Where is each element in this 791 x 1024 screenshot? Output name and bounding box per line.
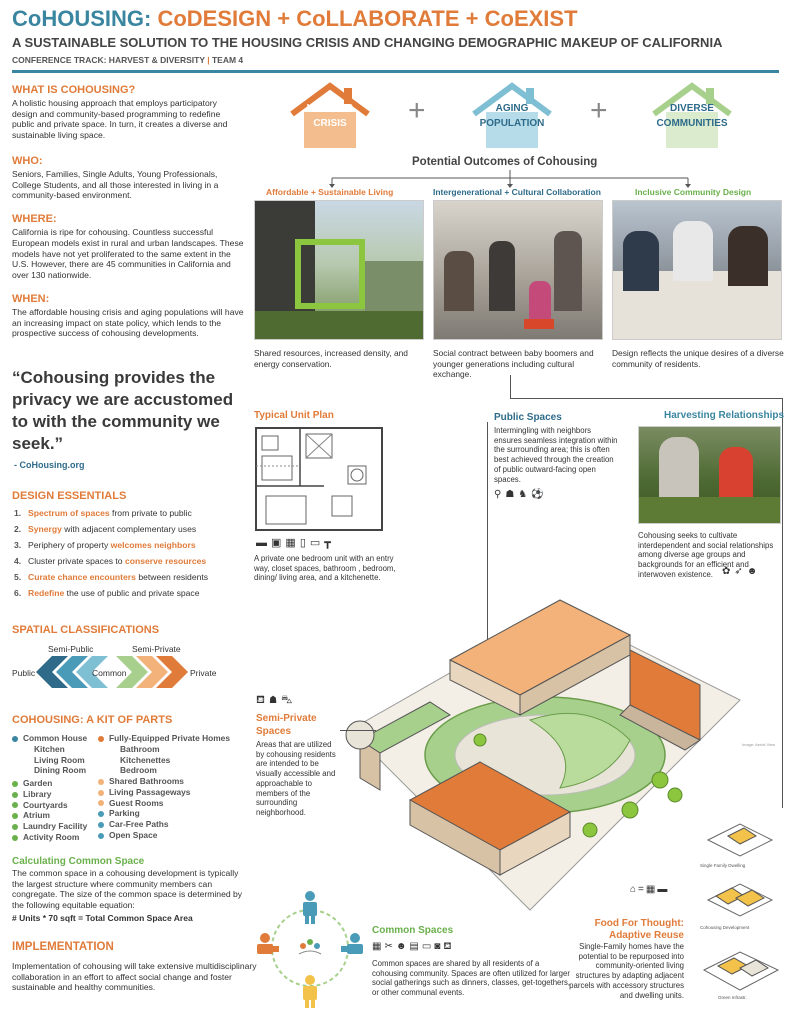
harvest-body: Cohousing seeks to cultivate interdependent and social relationships among diverse age groups and backgrounds for an efficient and interwoven existence. [638,531,774,579]
essential-item: 6. Redefine the use of public and private space [14,587,200,598]
unit-plan-icons [256,536,335,549]
common-spaces-body: Common spaces are shared by all residents of a cohousing community. Spaces are often utilized for larger social gatherings such as dinners, classes, get-togethers, or other communal events. [372,959,571,998]
kit-item: Living Passageways [98,787,248,798]
unit-plan-heading: Typical Unit Plan [254,410,334,421]
when-heading: WHEN: [12,292,50,305]
adaptive-label-3: Green Infrastr. [718,995,747,1000]
semi-private-icons [256,694,296,708]
kit-item: Shared Bathrooms [98,776,248,787]
car-icon: ⛍ [281,694,297,706]
run-icon: ♞ [518,489,532,500]
unit-plan-drawing [254,426,384,532]
bathtub-icon: ⛾ [443,941,455,952]
connector-line [782,398,783,808]
common-spaces-heading: Common Spaces [372,925,454,936]
outcomes-bracket [320,170,700,188]
tools-icon: ✂ [384,941,396,952]
bathtub-icon: ⛾ [256,694,269,706]
adaptive-body: Single-Family homes have the potential to be repurposed into community-oriented living structures by adapting adjacent parcels with accessory structures and dwelling units. [569,942,684,1000]
washer-icon: ◙ [434,941,444,952]
spatial-private: Private [190,668,217,678]
person-right-icon [341,933,363,954]
spatial-semi-private: Semi-Private [132,644,181,654]
person-bottom-icon [303,975,317,1008]
adaptive-icons [630,884,669,895]
essential-item: 1. Spectrum of spaces from private to public [14,508,192,518]
who-heading: WHO: [12,154,43,167]
kit-item: Kitchen [34,743,65,754]
quote: “Cohousing provides the privacy we are accustomed to with the community we seek.” [12,368,234,454]
implementation-heading: IMPLEMENTATION [12,941,114,953]
essential-item: 4. Cluster private spaces to conserve resources [14,555,207,566]
who-body: Seniors, Families, Single Adults, Young Professionals, College Students, and all those interested in living in a community-based environment. [12,168,219,201]
kit-item: Common House [12,733,122,744]
connector-line [510,375,511,399]
calc-heading: Calculating Common Space [12,856,145,867]
stove-icon: ▦ [285,537,300,549]
kit-item: Atrium [12,810,122,821]
page-title [12,6,578,32]
outcome-2-caption: Social contract between baby boomers and younger generations including cultural exchange. [433,348,594,379]
title-main: CoHOUSING: [12,6,158,31]
public-spaces-body: Intermingling with neighbors ensures seamless integration within the surrounding area; this is often best achieved through the creation of public outward-facing open spaces. [494,426,618,484]
adaptive-label-2: Cohousing Development [700,925,750,930]
book-icon: ▤ [409,941,422,952]
photo-intergenerational [433,200,603,340]
group-icon: ☻ [395,941,410,952]
essential-item: 3. Periphery of property welcomes neighbors [14,539,196,550]
house-icon: ⌂ [630,884,639,895]
public-spaces-icons [494,489,548,500]
adaptive-diagram [700,818,784,1014]
unit-plan-caption: A private one bedroom unit with an entry way, closet spaces, bathroom , bedroom, dining/ living area, and a kitchenette. [254,554,396,583]
kit-item: Garden [12,778,122,789]
fridge-icon: ▯ [299,537,310,549]
outcome-2-title: Intergenerational + Cultural Collaboration [433,187,601,197]
person-top-icon [303,891,317,924]
essentials-list [14,506,249,602]
essentials-heading: DESIGN ESSENTIALS [12,490,127,502]
public-spaces-heading: Public Spaces [494,412,562,423]
track-label: CONFERENCE TRACK: HARVEST & DIVERSITY [12,55,205,65]
spatial-common: Common [92,668,127,678]
stove-icon: ▦ [372,941,385,952]
where-body: California is ripe for cohousing. Countless successful European models exist in rural and urban landscapes. These models have not yet proliferated to the same extent in the U.S. However, there are 45 communities in California and over 130 nationwide. [12,227,244,281]
kit-heading: COHOUSING: A KIT OF PARTS [12,714,173,726]
outcome-1-caption: Shared resources, increased density, and energy conservation. [254,348,408,369]
house-housing-crisis-label: HOUSING CRISIS [306,103,354,129]
page-subtitle: A SUSTAINABLE SOLUTION TO THE HOUSING CRISIS AND CHANGING DEMOGRAPHIC MAKEUP OF CALIFORNIA [12,35,723,50]
photo-credit: Image: Aerial View [742,742,776,747]
spatial-public: Public [12,668,36,678]
header-divider [12,70,779,73]
flower-icon: ✿ [722,566,735,577]
site-isometric-drawing [330,590,750,920]
sofa-icon: ▭ [309,537,325,549]
adaptive-label-1: Single Family Dwelling [700,863,746,868]
kit-item: Courtyards [12,800,122,811]
calc-body: The common space in a cohousing development is typically the largest structure where community members can congregate. The size of the common space is determined by the following equitable equation: [12,868,243,911]
equals-icon: = [638,884,646,895]
kit-item: Activity Room [12,832,122,843]
carrot-icon: ➶ [734,566,747,577]
kit-item: Dining Room [34,765,87,776]
kit-item: Laundry Facility [12,821,122,832]
plus-1: + [408,94,426,127]
outcome-3-title: Inclusive Community Design [635,187,752,197]
track-line: CONFERENCE TRACK: HARVEST & DIVERSITY | TEAM 4 [12,55,244,65]
quote-source: - CoHousing.org [14,460,85,470]
kit-item: Open Space [98,830,248,841]
bath-icon: ▣ [271,537,286,549]
semi-private-body: Areas that are utilized by cohousing residents are intended to be visually accessible and approachable to members of the surrounding neighborhood. [256,740,336,818]
team-label: TEAM 4 [211,55,244,65]
kit-item: Parking [98,808,248,819]
soccer-icon: ⚽ [531,489,548,500]
where-heading: WHERE: [12,213,57,226]
family-icon: ☻ [746,566,762,577]
photo-inclusive-design [612,200,782,340]
kit-item: Bedroom [120,765,157,776]
essential-item: 5. Curate chance encounters between residents [14,571,209,582]
spatial-heading: SPATIAL CLASSIFICATIONS [12,624,160,636]
house-aging-population-label: AGING POPULATION [479,103,545,129]
connector-line [340,730,376,731]
harvest-heading: Harvesting Relationships [664,410,785,421]
bike-icon: ⚲ [494,489,506,500]
title-accent: CoDESIGN + CoLLABORATE + CoEXIST [157,6,578,31]
kit-item: Kitchenettes [120,754,171,765]
adaptive-heading: Food For Thought: Adaptive Reuse [594,918,684,941]
when-body: The affordable housing crisis and aging populations will have an increasing impact on state policy, which lends to the prospective success of cohousing developments. [12,306,244,339]
outcome-3-caption: Design reflects the unique desires of a diverse community of residents. [612,348,784,369]
people-icon: ☗ [269,694,282,706]
common-spaces-icons [372,941,455,954]
walk-icon: ☗ [505,489,519,500]
bed-icon: ▬ [657,884,670,895]
kit-item: Bathroom [120,743,160,754]
tv-icon: ▭ [421,941,435,952]
photo-affordable-living [254,200,424,340]
outcome-1-title: Affordable + Sustainable Living [266,187,394,197]
kit-col2 [98,733,248,841]
plus-2: + [590,94,608,127]
spatial-semi-public: Semi-Public [48,644,94,654]
kit-item: Library [12,789,122,800]
what-heading: WHAT IS COHOUSING? [12,84,136,96]
group-center-icon [299,939,321,954]
what-body: A holistic housing approach that employs participatory design and community-based programming to redefine public and private space. In turn, it creates a diverse and sustainable living space. [12,98,228,141]
kit-item: Fully-Equipped Private Homes [98,733,248,744]
semi-private-heading: Semi-Private Spaces [256,713,317,737]
bed-icon: ▬ [256,537,271,549]
outcomes-heading: Potential Outcomes of Cohousing [412,156,598,168]
person-left-icon [257,933,279,954]
house-diverse-communities-label: DIVERSE COMMUNITIES [656,103,728,129]
connector-line [510,398,782,399]
implementation-body: Implementation of cohousing will take extensive multidisciplinary collaboration in an effort to affect social change and foster sustainable and healthy communities. [12,961,257,993]
photo-harvest [638,426,781,524]
calc-equation: # Units * 70 sqft = Total Common Space Area [12,913,193,923]
table-icon: ┳ [324,537,335,549]
kit-item: Living Room [34,754,85,765]
kit-item: Guest Rooms [98,798,248,809]
essential-item: 2. Synergy with adjacent complementary uses [14,523,197,534]
appliance-icon: ▦ [645,884,658,895]
kit-item: Car-Free Paths [98,819,248,830]
harvest-icons [722,566,761,577]
